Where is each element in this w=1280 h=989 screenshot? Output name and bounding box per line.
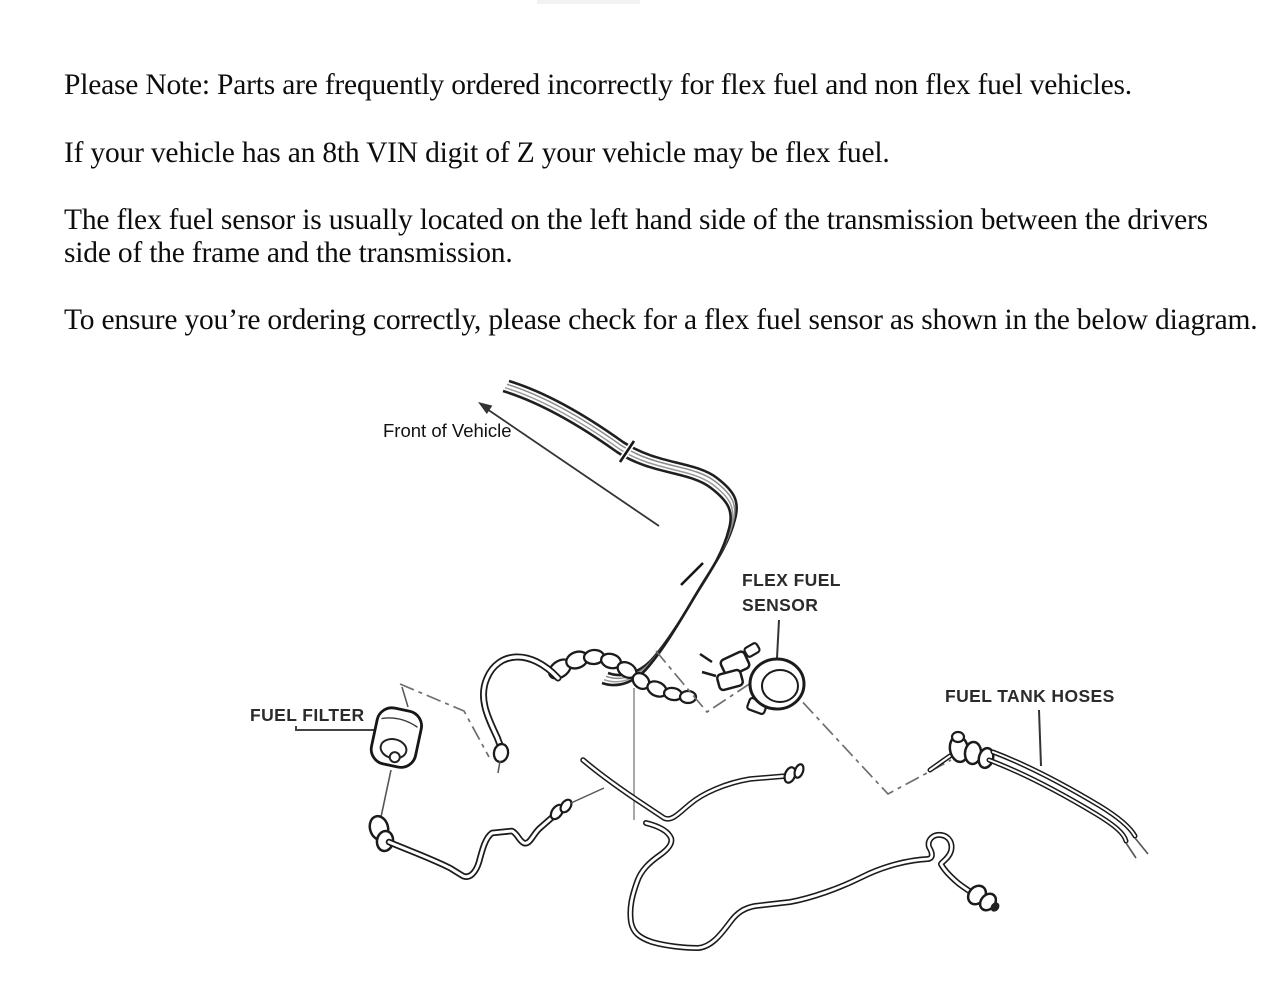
intro-paragraph-2: If your vehicle has an 8th VIN digit of Z your vehicle may be flex fuel. (64, 137, 890, 169)
fuel-filter-pointer-line (296, 726, 377, 730)
flex-fuel-sensor-label-line1: FLEX FUEL (742, 570, 841, 590)
fuel-tank-hoses-label: FUEL TANK HOSES (945, 686, 1115, 706)
frame-reference-dashed-lines (400, 651, 951, 794)
intro-paragraph-3-line-1: The flex fuel sensor is usually located on the left hand side of the transmission between the drivers (64, 204, 1208, 236)
intro-paragraph-1: Please Note: Parts are frequently ordered incorrectly for flex fuel and non flex fuel vehicles. (64, 69, 1132, 101)
fuel-tank-hose-lower (989, 760, 1126, 841)
fuel-filter-group (250, 687, 424, 852)
intro-paragraph-3-line-2: side of the frame and the transmission. (64, 237, 513, 269)
front-of-vehicle-label: Front of Vehicle (383, 420, 512, 441)
bottom-fuel-hose (630, 823, 1001, 948)
flex-fuel-sensor-body (700, 642, 804, 715)
flex-fuel-sensor-label-line2: SENSOR (742, 595, 819, 615)
fuel-filter-body (368, 705, 424, 770)
intro-paragraph-4: To ensure you’re ordering correctly, please check for a flex fuel sensor as shown in the below diagram. (64, 304, 1258, 336)
front-of-vehicle-arrow-shaft (487, 409, 659, 526)
fuel-tank-hoses-pointer-line (1039, 710, 1041, 766)
lower-left-hose (389, 788, 604, 877)
middle-transfer-hose (583, 760, 805, 819)
front-of-vehicle-callout (383, 402, 659, 526)
flex-fuel-sensor-group (700, 570, 841, 715)
fuel-tank-hoses-group (930, 686, 1148, 858)
junction-left-hose (483, 657, 558, 773)
fuel-filter-hanging-line (381, 770, 391, 817)
fuel-filter-label: FUEL FILTER (250, 705, 365, 725)
flex-fuel-sensor-pointer-line (777, 620, 779, 658)
fuel-line-bundle (503, 381, 737, 685)
